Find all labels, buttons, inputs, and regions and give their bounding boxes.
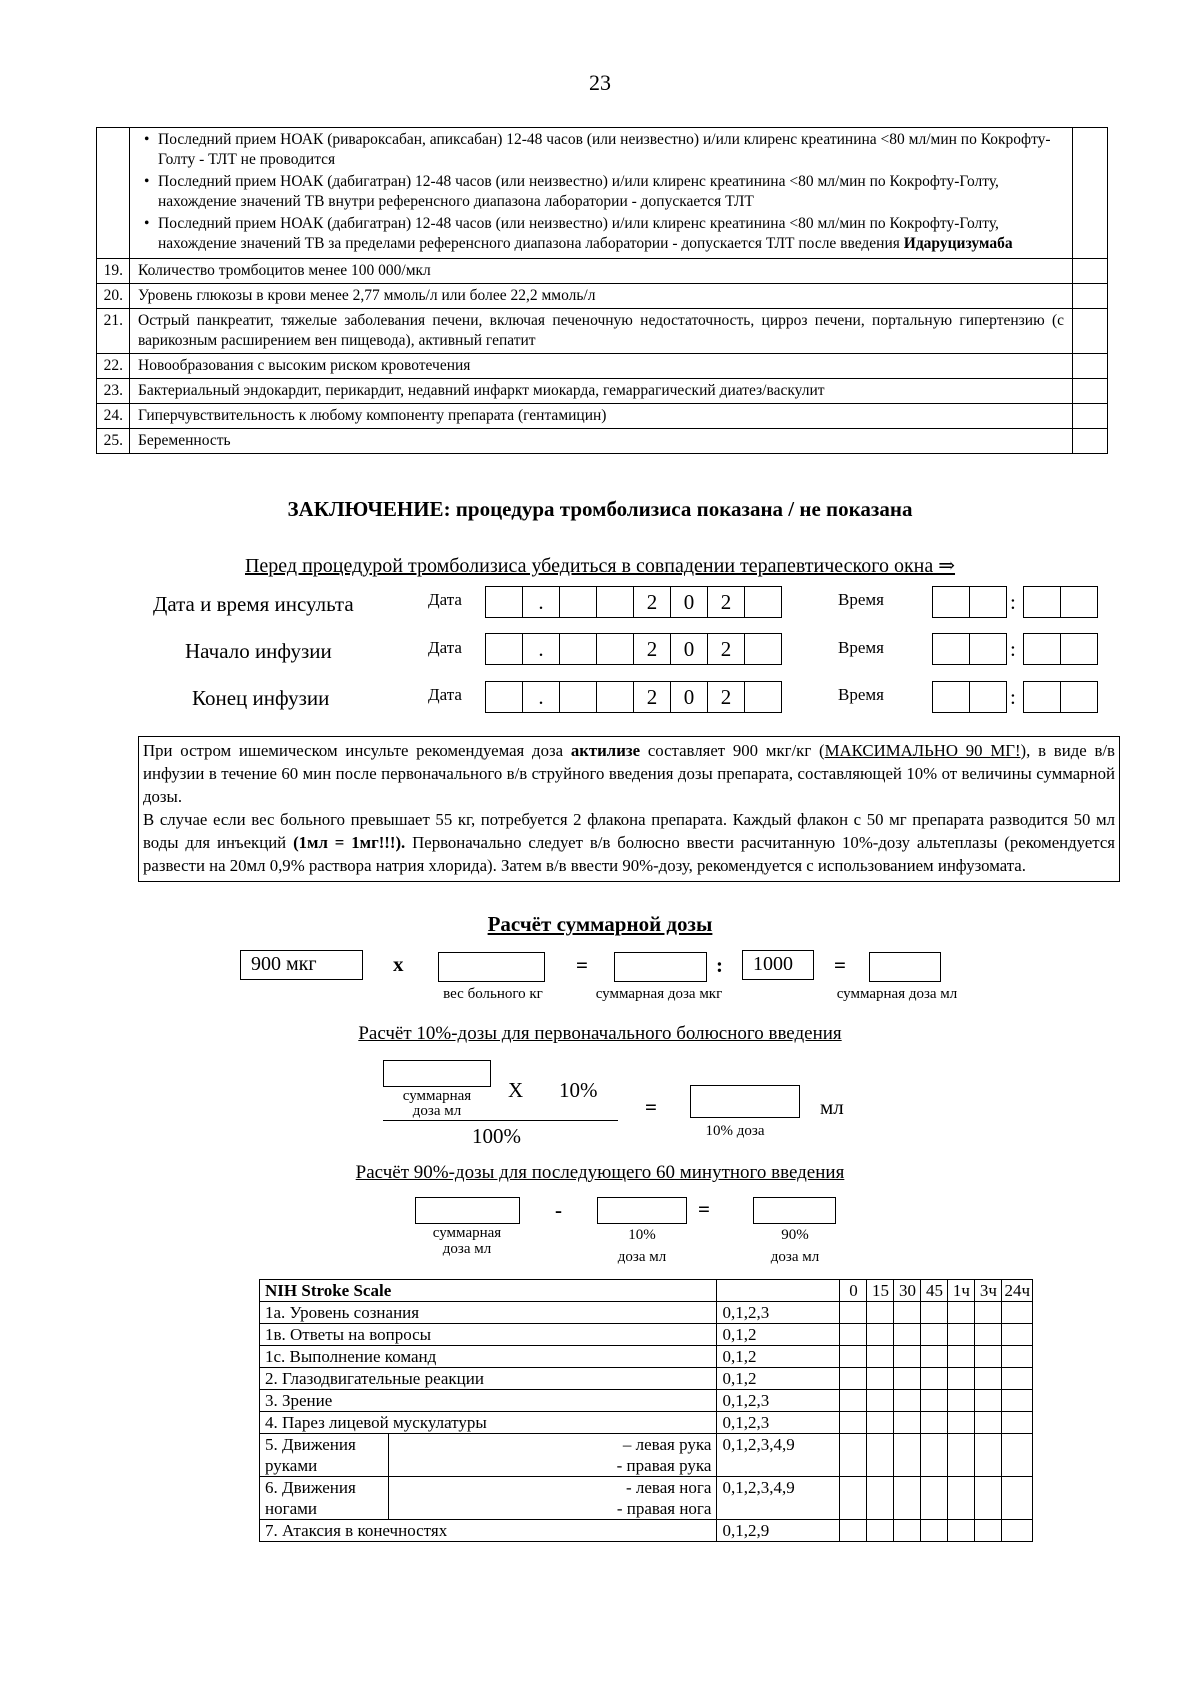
dosage-info-box <box>138 736 1120 882</box>
minus-sign: - <box>555 1198 562 1222</box>
digit-cell[interactable] <box>745 682 781 712</box>
digit-cell[interactable] <box>597 634 634 664</box>
row-number <box>97 128 130 259</box>
time-colon: : <box>1010 590 1016 614</box>
digit-cell[interactable]: 2 <box>708 682 745 712</box>
noak-bullet-list <box>138 130 1064 254</box>
time-header: 3ч <box>975 1280 1002 1302</box>
nih-item-label: 4. Парез лицевой мускулатуры <box>260 1412 717 1434</box>
check-cell[interactable] <box>1073 404 1108 429</box>
time-header: 1ч <box>948 1280 975 1302</box>
row-number: 21. <box>97 309 130 354</box>
time-header: 0 <box>840 1280 867 1302</box>
digit-cell[interactable] <box>597 587 634 617</box>
infusion-start-minutes-input[interactable] <box>1023 633 1098 665</box>
table-row <box>260 1477 1033 1520</box>
nih-item-label: 2. Глазодвигательные реакции <box>260 1368 717 1390</box>
time-colon: : <box>1010 685 1016 709</box>
table-row <box>260 1302 1033 1324</box>
digit-cell[interactable] <box>560 682 597 712</box>
infusion-end-hours-input[interactable] <box>932 681 1007 713</box>
check-cell[interactable] <box>1073 429 1108 454</box>
table-row <box>260 1434 1033 1477</box>
dose-90-cap3-bottom: доза мл <box>770 1249 820 1265</box>
digit-cell[interactable]: 2 <box>708 587 745 617</box>
row-number: 22. <box>97 354 130 379</box>
digit-cell[interactable] <box>560 634 597 664</box>
equals-sign: = <box>576 953 588 977</box>
digit-cell[interactable]: 2 <box>708 634 745 664</box>
weight-caption: вес больного кг <box>443 986 543 1002</box>
list-item-text: Последний прием НОАК (дабигатран) 12-48 часов (или неизвестно) и/или клиренс креатинина <80 мл/мин по Кокрофту-Голту, нахождение значений ТВ за пределами референсного диапазона лаборатории - допускается ТЛТ после введения <box>158 215 999 252</box>
nih-item-options: 0,1,2,3,4,9 <box>717 1477 840 1520</box>
digit-cell[interactable]: . <box>523 682 560 712</box>
stroke-hours-input[interactable] <box>932 586 1007 618</box>
row-text: Уровень глюкозы в крови менее 2,77 ммоль/л или более 22,2 ммоль/л <box>130 284 1073 309</box>
digit-cell[interactable] <box>745 587 781 617</box>
equals-sign: = <box>645 1095 657 1119</box>
table-row <box>97 259 1108 284</box>
nih-item-options: 0,1,2 <box>717 1346 840 1368</box>
nih-item-sides: – левая рука - правая рука <box>389 1434 717 1477</box>
dose-per-kg-box: 900 мкг <box>240 950 363 980</box>
time-header: 15 <box>867 1280 894 1302</box>
therapeutic-window-title: Перед процедурой тромболизиса убедиться в совпадении терапевтического окна ⇒ <box>244 555 956 577</box>
row-number: 20. <box>97 284 130 309</box>
check-cell[interactable] <box>1073 309 1108 354</box>
table-row <box>97 379 1108 404</box>
digit-cell[interactable]: 2 <box>634 634 671 664</box>
check-cell[interactable] <box>1073 128 1108 259</box>
infusion-start-hours-input[interactable] <box>932 633 1007 665</box>
denominator-100: 100% <box>472 1124 521 1148</box>
dose-90-ten-input[interactable] <box>597 1197 687 1224</box>
dose-90-title: Расчёт 90%-дозы для последующего 60 минутного введения <box>355 1162 845 1183</box>
list-item <box>158 214 1064 254</box>
nih-item-label: 6. Движения ногами <box>260 1477 389 1520</box>
table-row <box>97 404 1108 429</box>
time-label: Время <box>838 590 884 609</box>
dose-10-caption-bottom: доза мл <box>412 1103 462 1119</box>
patient-weight-input[interactable] <box>438 952 545 982</box>
digit-cell[interactable]: 2 <box>634 587 671 617</box>
unit-ml: мл <box>820 1095 844 1119</box>
times-sign: Х <box>508 1078 524 1102</box>
equals-sign: = <box>698 1197 710 1221</box>
noak-cell <box>130 128 1073 259</box>
total-mcg-caption: суммарная доза мкг <box>595 986 723 1002</box>
table-row <box>97 284 1108 309</box>
row-text: Гиперчувствительность к любому компоненту препарата (гентамицин) <box>130 404 1073 429</box>
conclusion-heading: ЗАКЛЮЧЕНИЕ: процедура тромболизиса показана / не показана <box>287 497 913 521</box>
table-row <box>260 1520 1033 1542</box>
table-row <box>260 1324 1033 1346</box>
table-row <box>97 309 1108 354</box>
dose-90-cap2-bottom: доза мл <box>617 1249 667 1265</box>
row-number: 24. <box>97 404 130 429</box>
stroke-minutes-input[interactable] <box>1023 586 1098 618</box>
fraction-line <box>383 1120 618 1121</box>
contraindications-table <box>96 127 1108 454</box>
digit-cell[interactable] <box>560 587 597 617</box>
total-dose-ml-input[interactable] <box>869 952 941 982</box>
table-row <box>260 1280 1033 1302</box>
digit-cell[interactable]: . <box>523 634 560 664</box>
row-text: Количество тромбоцитов менее 100 000/мкл <box>130 259 1073 284</box>
infusion-end-minutes-input[interactable] <box>1023 681 1098 713</box>
nih-item-options: 0,1,2,9 <box>717 1520 840 1542</box>
digit-cell[interactable]: 0 <box>671 587 708 617</box>
row-text: Острый панкреатит, тяжелые заболевания печени, включая печеночную недостаточность, цирроз печени, портальную гипертензию (с варикозным расширением вен пищевода), активный гепатит <box>130 309 1073 354</box>
page-number: 23 <box>589 70 611 95</box>
list-item: • Последний прием НОАК (дабигатран) 12-48 часов (или неизвестно) и/или клиренс креатинина <80 мл/мин по Кокрофту-Голту, нахождение значений ТВ внутри референсного диапазона лаборатории - допускается ТЛТ <box>158 172 1064 212</box>
nih-item-label: 1а. Уровень сознания <box>260 1302 717 1324</box>
multiply-sign: х <box>393 952 404 976</box>
row-text: Бактериальный эндокардит, перикардит, недавний инфаркт миокарда, гемаррагический диатез/васкулит <box>130 379 1073 404</box>
nih-item-options: 0,1,2,3 <box>717 1302 840 1324</box>
infusion-end-date-input[interactable] <box>485 681 782 713</box>
nih-item-options: 0,1,2 <box>717 1324 840 1346</box>
time-header: 24ч <box>1002 1280 1033 1302</box>
dose-90-cap3-top: 90% <box>781 1227 809 1243</box>
infusion-start-date-input[interactable] <box>485 633 782 665</box>
nih-title: NIH Stroke Scale <box>260 1280 717 1302</box>
infusion-start-label: Начало инфузии <box>185 639 332 663</box>
percent-10: 10% <box>559 1078 598 1102</box>
total-ml-caption: суммарная доза мл <box>836 986 958 1002</box>
nih-item-label: 5. Движения руками <box>260 1434 389 1477</box>
info-paragraph-1: При остром ишемическом инсульте рекомендуемая доза актилизе составляет 900 мкг/кг (МАКСИМАЛЬНО 90 МГ!), в виде в/в инфузии в течение 60 мин после первоначального в/в струйного введения дозы препарата, составляющей 10% от величины суммарной дозы. <box>143 741 1115 806</box>
time-label: Время <box>838 685 884 704</box>
divisor-box: 1000 <box>742 950 814 980</box>
digit-cell[interactable] <box>745 634 781 664</box>
dose-10-total-input[interactable] <box>383 1060 491 1087</box>
nih-item-options: 0,1,2 <box>717 1368 840 1390</box>
equals-sign: = <box>834 953 846 977</box>
row-text: Новообразования с высоким риском кровотечения <box>130 354 1073 379</box>
time-label: Время <box>838 638 884 657</box>
row-number: 25. <box>97 429 130 454</box>
row-text: Беременность <box>130 429 1073 454</box>
check-cell[interactable] <box>1073 259 1108 284</box>
stroke-date-input[interactable] <box>485 586 782 618</box>
nih-item-label: 1с. Выполнение команд <box>260 1346 717 1368</box>
info-paragraph-2: В случае если вес больного превышает 55 кг, потребуется 2 флакона препарата. Каждый флакон с 50 мг препарата разводится 50 мл воды для инъекций (1мл = 1мг!!!). Первоначально следует в/в болюсно ввести расчитанную 10%-дозу альтеплазы (рекомендуется развести на 20мл 0,9% раствора натрия хлорида). Затем в/в ввести 90%-дозу, рекомендуется с использованием инфузомата. <box>143 810 1115 875</box>
table-row <box>97 128 1108 259</box>
digit-cell[interactable] <box>597 682 634 712</box>
table-row <box>260 1346 1033 1368</box>
row-number: 23. <box>97 379 130 404</box>
date-label: Дата <box>428 685 462 704</box>
nih-item-options: 0,1,2,3 <box>717 1412 840 1434</box>
time-header: 45 <box>921 1280 948 1302</box>
nih-item-options: 0,1,2,3 <box>717 1390 840 1412</box>
dose-10-result-caption: 10% доза <box>705 1123 765 1139</box>
dose-10-caption-top: суммарная <box>402 1088 472 1104</box>
nih-item-label: 7. Атаксия в конечностях <box>260 1520 717 1542</box>
dose-90-cap1-top: суммарная <box>432 1225 502 1241</box>
stroke-datetime-label: Дата и время инсульта <box>153 592 354 616</box>
table-row <box>260 1368 1033 1390</box>
list-item: • Последний прием НОАК (ривароксабан, апиксабан) 12-48 часов (или неизвестно) и/или клиренс креатинина <80 мл/мин по Кокрофту-Голту - ТЛТ не проводится <box>158 130 1064 170</box>
digit-cell[interactable]: 0 <box>671 682 708 712</box>
digit-cell[interactable] <box>486 587 523 617</box>
digit-cell[interactable]: 0 <box>671 634 708 664</box>
nih-item-options: 0,1,2,3,4,9 <box>717 1434 840 1477</box>
digit-cell[interactable] <box>486 682 523 712</box>
dose-90-result-input[interactable] <box>753 1197 836 1224</box>
check-cell[interactable] <box>1073 354 1108 379</box>
dose-90-cap1-bottom: доза мл <box>442 1241 492 1257</box>
total-dose-title: Расчёт суммарной дозы <box>487 912 713 936</box>
digit-cell[interactable]: 2 <box>634 682 671 712</box>
infusion-end-label: Конец инфузии <box>192 686 330 710</box>
nih-stroke-scale-table <box>259 1279 1033 1542</box>
table-row <box>97 354 1108 379</box>
date-label: Дата <box>428 590 462 609</box>
date-label: Дата <box>428 638 462 657</box>
digit-cell[interactable]: . <box>523 587 560 617</box>
digit-cell[interactable] <box>486 634 523 664</box>
row-number: 19. <box>97 259 130 284</box>
table-row <box>260 1390 1033 1412</box>
dose-10-result-input[interactable] <box>690 1085 800 1118</box>
time-colon: : <box>1010 637 1016 661</box>
time-header: 30 <box>894 1280 921 1302</box>
nih-item-label: 1в. Ответы на вопросы <box>260 1324 717 1346</box>
dose-10-title: Расчёт 10%-дозы для первоначального болюсного введения <box>358 1023 842 1044</box>
total-dose-mcg-input[interactable] <box>614 952 707 982</box>
list-item-bold: Идаруцизумаба <box>903 235 1013 252</box>
dose-90-cap2-top: 10% <box>628 1227 656 1243</box>
table-row <box>260 1412 1033 1434</box>
check-cell[interactable] <box>1073 284 1108 309</box>
dose-90-total-input[interactable] <box>415 1197 520 1224</box>
table-row <box>97 429 1108 454</box>
nih-item-label: 3. Зрение <box>260 1390 717 1412</box>
check-cell[interactable] <box>1073 379 1108 404</box>
nih-item-sides: - левая нога - правая нога <box>389 1477 717 1520</box>
divide-sign: : <box>716 953 723 977</box>
